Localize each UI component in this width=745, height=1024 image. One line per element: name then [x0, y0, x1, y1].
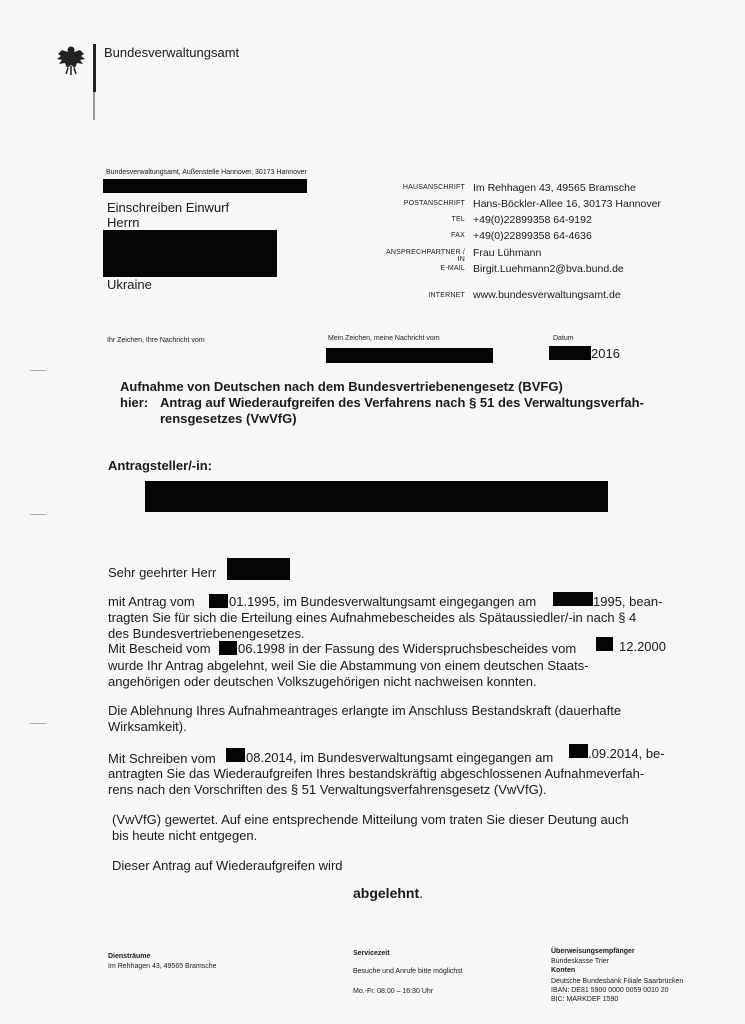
footer-col2-head: Servicezeit: [353, 950, 390, 957]
redacted-date-3: [219, 641, 237, 655]
p1-g: 06.1998 in der Fassung des Widerspruchsbescheides vom: [238, 641, 577, 656]
redacted-recipient-name: [103, 179, 307, 193]
header-divider: [93, 44, 96, 92]
date-year: 2016: [591, 346, 620, 361]
redacted-date-5: [226, 748, 245, 762]
footer-col3-text4: BIC: MARKDEF 1590: [551, 996, 619, 1003]
p1-i: wurde Ihr Antrag abgelehnt, weil Sie die Abstammung von einem deutschen Staats-: [108, 658, 589, 673]
redacted-date-2: [553, 592, 593, 606]
ref-your-label: Ihr Zeichen, Ihre Nachricht vom: [107, 337, 205, 344]
redacted-date-1: [209, 594, 228, 608]
recipient-country: Ukraine: [107, 277, 152, 292]
contact-value-fax: +49(0)22899358 64-4636: [473, 230, 592, 242]
decision-word: abgelehnt: [353, 885, 420, 901]
p3-e: rens nach den Vorschriften des § 51 Verwaltungsverfahrensgesetz (VwVfG).: [108, 782, 547, 797]
p1-e: des Bundesvertriebenengesetzes.: [108, 626, 305, 641]
p1-f: Mit Bescheid vom: [108, 641, 211, 656]
contact-value-hausanschrift: Im Rehhagen 43, 49565 Bramsche: [473, 182, 636, 194]
contact-value-tel: +49(0)22899358 64-9192: [473, 214, 592, 226]
p1-h: 12.2000: [619, 639, 666, 654]
footer-col1-head: Diensträume: [108, 953, 151, 960]
header-divider-lower: [93, 92, 95, 120]
p4-a: (VwVfG) gewertet. Auf eine entsprechende Mitteilung vom traten Sie dieser Deutung auch: [112, 812, 629, 827]
redacted-salutation-name: [227, 558, 290, 580]
footer-col3-head: Überweisungsempfänger: [551, 948, 635, 955]
contact-label-email: E-MAIL: [440, 265, 465, 272]
footer-col3-head2: Konten: [551, 967, 576, 974]
footer-col1-text: Im Rehhagen 43, 49565 Bramsche: [108, 963, 217, 970]
margin-mark-3: [30, 723, 46, 724]
p1-b: 01.1995, im Bundesverwaltungsamt eingegangen am: [229, 594, 537, 609]
authority-name: Bundesverwaltungsamt: [104, 45, 240, 60]
redacted-reference: [326, 348, 493, 363]
margin-mark-1: [30, 370, 46, 371]
footer-col2-text1: Besuche und Anrufe bitte möglichst: [353, 968, 463, 975]
contact-value-internet: www.bundesverwaltungsamt.de: [473, 289, 621, 301]
contact-label-fax: FAX: [451, 232, 465, 239]
subject-line1: Aufnahme von Deutschen nach dem Bundesvertriebenengesetz (BVFG): [120, 379, 563, 394]
p3-c: .09.2014, be-: [588, 746, 665, 761]
footer-col3-text2: Deutsche Bundesbank Filiale Saarbrücken: [551, 978, 684, 985]
redacted-date: [549, 346, 591, 360]
p1-j: angehörigen oder deutschen Volkszugehörigen nicht nachweisen konnten.: [108, 674, 537, 689]
sender-line: Bundesverwaltungsamt, Außenstelle Hannover, 30173 Hannover: [106, 169, 307, 176]
redacted-date-6: [569, 744, 588, 758]
decision-dot: .: [419, 885, 424, 901]
ref-my-label: Mein Zeichen, meine Nachricht vom: [328, 335, 440, 342]
p1-d: tragten Sie für sich die Erteilung eines Aufnahmebescheides als Spätaussiedler/-in nach § 4: [108, 610, 637, 625]
contact-label-postanschrift: POSTANSCHRIFT: [403, 200, 465, 207]
p1-c: 1995, bean-: [593, 594, 663, 609]
contact-label-hausanschrift: HAUSANSCHRIFT: [402, 184, 465, 191]
subject-hier: hier:: [120, 395, 149, 410]
salutation: Sehr geehrter Herr: [108, 565, 217, 580]
p3-d: antragten Sie das Wiederaufgreifen Ihres bestandskräftig abgeschlossenen Aufnahmeverfah-: [108, 766, 645, 781]
footer-col3-text3: IBAN: DE81 5900 0000 0059 0010 20: [551, 987, 669, 994]
p3-a: Mit Schreiben vom: [108, 751, 216, 766]
footer-col2-text2: Mo.-Fr. 08:00 – 16:30 Uhr: [353, 988, 434, 995]
contact-value-email: Birgit.Luehmann2@bva.bund.de: [473, 263, 624, 275]
margin-mark-2: [30, 514, 46, 515]
redacted-applicant: [145, 481, 608, 512]
contact-label-tel: TEL: [451, 216, 465, 223]
applicant-label: Antragsteller/-in:: [108, 458, 213, 473]
p2-a: Die Ablehnung Ihres Aufnahmeantrages erlangte im Anschluss Bestandskraft (dauerhafte: [108, 703, 622, 718]
contact-label-internet: INTERNET: [428, 292, 465, 299]
p5: Dieser Antrag auf Wiederaufgreifen wird: [112, 858, 343, 873]
subject-line2: Antrag auf Wiederaufgreifen des Verfahrens nach § 51 des Verwaltungsverfah-: [160, 395, 644, 410]
p2-b: Wirksamkeit).: [108, 719, 187, 734]
contact-label-ansprechpartner: ANSPRECHPARTNER / IN: [386, 249, 465, 263]
federal-eagle-icon: [56, 44, 86, 76]
subject-line3: rensgesetzes (VwVfG): [160, 411, 297, 426]
p3-b: 08.2014, im Bundesverwaltungsamt eingegangen am: [246, 750, 554, 765]
p1-a: mit Antrag vom: [108, 594, 195, 609]
recipient-line2: Herrn: [107, 215, 140, 230]
redacted-date-4: [596, 637, 613, 651]
p4-b: bis heute nicht entgegen.: [112, 828, 258, 843]
redacted-recipient-address: [103, 230, 277, 277]
date-label: Datum: [553, 335, 574, 342]
contact-value-ansprechpartner: Frau Lühmann: [473, 247, 542, 259]
recipient-line1: Einschreiben Einwurf: [107, 200, 230, 215]
contact-value-postanschrift: Hans-Böckler-Allee 16, 30173 Hannover: [473, 198, 661, 210]
footer-col3-text1: Bundeskasse Trier: [551, 958, 609, 965]
decision: [353, 885, 423, 901]
